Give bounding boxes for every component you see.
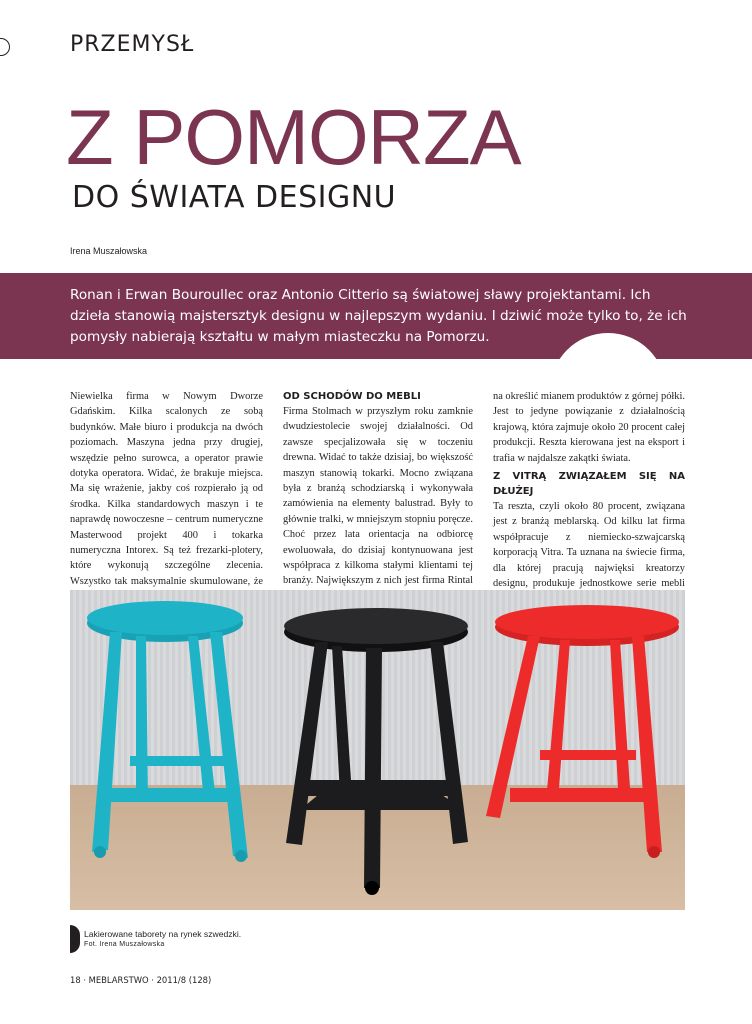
article-subtitle: DO ŚWIATA DESIGNU	[72, 180, 397, 215]
column-1-text: Niewielka firma w Nowym Dworze Gdańskim. Kilka scalonych ze sobą budynków. Małe biuro i produkcja na dwóch poziomach. Maszyna jedna przy drugiej, wszędzie pełno surowca, a operator prawie dotyka operatora. Widać, że brakuje miejsca. Ma się wrażenie, jakby coś rozpierało ją od środka. Kilka standardowych maszyn i te naprawdę nowoczesne – centrum numeryczne Masterwood projekt 400 i tokarka numeryczna Intorex. Są też frezarki-plotery, które wykonują szczególne zlecenia. Wszystko tak maksymalnie skumulowane, że	[70, 391, 263, 587]
column-3-text-1: na określić mianem produktów z górnej półki. Jest to jedyne powiązanie z działalnością krajową, która zajmuje około 20 procent całej produkcji. Reszta kierowana jest na eksport i trafia w najdalsze zakątki świata.	[493, 391, 685, 464]
lead-paragraph: Ronan i Erwan Bouroullec oraz Antonio Citterio są światowej sławy projektantami. Ich dzieła stanowią majstersztyk designu w najlepszym wydaniu. I dziwić może tylko to, że ich pomysły nabierają kształtu w małym miasteczku na Pomorzu.	[70, 287, 687, 345]
stools-photo	[70, 590, 685, 910]
section-label: PRZEMYSŁ	[70, 32, 195, 57]
column-1	[70, 389, 263, 620]
column-3	[493, 389, 685, 607]
caption-marker	[70, 925, 80, 953]
page-footer: 18 · MEBLARSTWO · 2011/8 (128)	[70, 975, 212, 985]
column-3-text-2: Ta reszta, czyli około 80 procent, związana jest z branżą meblarską. Od kilku lat firma współpracuje z niemiecko-szwajcarską korporacją Vitra. Ta uznana na świecie firma, dla której pracują najwięksi kreatorzy designu, produkuje jednostkowe serie mebli	[493, 501, 685, 590]
column-3-heading: Z VITRĄ ZWIĄZAŁEM SIĘ NA DŁUŻEJ	[493, 471, 685, 498]
column-2-text: Firma Stolmach w przyszłym roku zamknie dwudziestolecie swojej działalności. Od zawsze specjalizowała się w toczeniu drewna. Widać to także dzisiaj, bo większość maszyn stanowią tokarki. Mocno związana była z branżą schodziarską i wykonywała zamówienia na elementy balustrad. Były to głównie tralki, w mniejszym stopniu poręcze. Choć przez lata orientacja na odbiorcę ewoluowała, do dzisiaj kontynuowana jest współpraca z kilkoma stałymi klientami tej branży. Największym z nich jest firma Rintal	[283, 406, 473, 587]
column-2	[283, 389, 473, 604]
column-2-heading: OD SCHODÓW DO MEBLI	[283, 391, 421, 402]
photo-credit: Fot. Irena Muszałowska	[84, 941, 165, 948]
photo-caption: Lakierowane taborety na rynek szwedzki.	[84, 929, 242, 939]
article-title: Z POMORZA	[66, 93, 521, 181]
author-byline: Irena Muszałowska	[70, 246, 148, 256]
page-edge-mark	[0, 38, 10, 56]
